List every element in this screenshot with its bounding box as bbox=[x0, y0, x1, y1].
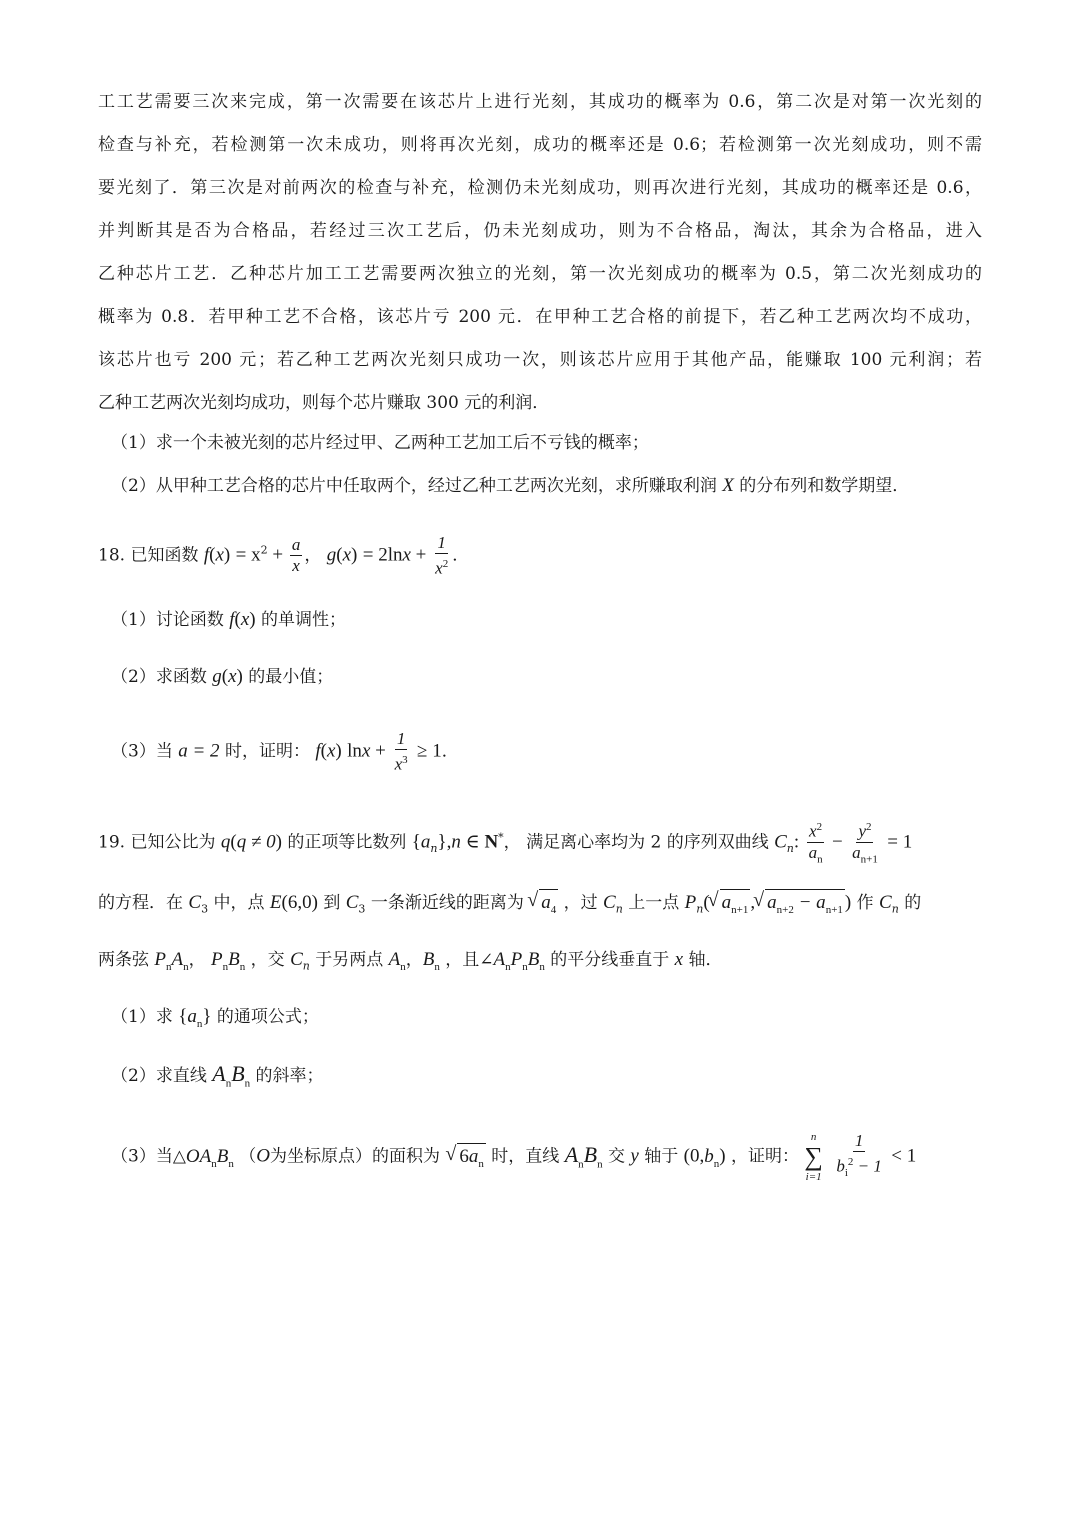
q18-part-3: （3）当 a = 2 时，证明： f(x) lnx + $\frac{1}{x^3}$ ≥ 1． bbox=[111, 729, 459, 774]
q19-part-1: （1）求 $\{a_n\}$ 的通项公式； bbox=[111, 1006, 319, 1030]
q18-part-1: （1）讨论函数 f(x) 的单调性； bbox=[111, 609, 347, 630]
fraction-x2-over-an: $\frac{x^2}{a_n}$ bbox=[807, 818, 825, 868]
q19-part-3: （3）当$\triangle OA_nB_n$ （O为坐标原点）的面积为 √ $6a_n$ 时，直线 $A_nB_n$ 交 y 轴于 $(0,b_n)$ ，证明： n ∑ i=1 $\frac{1}{b_i^2 - 1}$ < 1 bbox=[111, 1130, 916, 1184]
fraction-1-over-x2: $\frac{1}{x^2}$ bbox=[435, 533, 449, 578]
fraction-1-over-x3: $\frac{1}{x^3}$ bbox=[394, 729, 408, 774]
q17-line-2: 检查与补充，若检测第一次未成功，则将再次光刻，成功的概率还是 0.6；若检测第一次光刻成功，则不需 bbox=[98, 135, 982, 155]
fraction-1-over-bi2-minus-1: $\frac{1}{b_i^2 - 1}$ bbox=[836, 1130, 882, 1180]
q19-stem-line-2: 的方程．在 $C_3$ 中，点 E(6,0) 到 $C_3$ 一条渐近线的距离为 √ $a_4$ ，过 $C_n$ 上一点 $P_n(√$ $a_{n+1}$ ,√ $a_{n+2} - a_{n+1}$ ) 作 $C_n$ 的 bbox=[98, 889, 921, 923]
q19-stem-line-1: 19. 已知公比为 q(q ≠ 0) 的正项等比数列 $\{a_n\},n$ ∈ N*， 满足离心率均为 2 的序列双曲线 $C_n$: $\frac{x^2}{a_n}$ − $\frac{y^2}{a_{n+1}}$ = 1 bbox=[98, 818, 912, 868]
summation: n ∑ i=1 bbox=[804, 1131, 823, 1183]
q17-part-1: （1）求一个未被光刻的芯片经过甲、乙两种工艺加工后不亏钱的概率； bbox=[111, 433, 649, 453]
sqrt-a4: √ $a_4$ bbox=[539, 889, 558, 923]
q17-line-8: 乙种工艺两次光刻均成功，则每个芯片赚取 300 元的利润． bbox=[98, 393, 550, 413]
q17-line-7: 该芯片也亏 200 元；若乙种工艺两次光刻只成功一次，则该芯片应用于其他产品，能赚取 100 元利润；若 bbox=[98, 350, 982, 370]
q19-part-2: （2）求直线 $A_nB_n$ 的斜率； bbox=[111, 1061, 324, 1090]
fraction-y2-over-an1: $\frac{y^2}{a_{n+1}}$ bbox=[850, 818, 880, 868]
q18-stem: 18. 已知函数 $f(x) = x^2$ + $\frac{a}{x}$ ， g(x) = 2lnx + $\frac{1}{x^2}$ ． bbox=[98, 533, 470, 578]
q19-stem-line-3: 两条弦 $P_nA_n$， $P_nB_n$ ，交 $C_n$ 于另两点 $A_n$，$B_n$ ，且$\angle A_nP_nB_n$ 的平分线垂直于 x 轴． bbox=[98, 949, 723, 973]
q17-line-6: 概率为 0.8．若甲种工艺不合格，该芯片亏 200 元．在甲种工艺合格的前提下，若乙种工艺两次均不成功， bbox=[98, 307, 982, 327]
q17-part-2: （2）从甲种工艺合格的芯片中任取两个，经过乙种工艺两次光刻，求所赚取利润 X 的分布列和数学期望． bbox=[111, 475, 910, 496]
q18-part-2: （2）求函数 g(x) 的最小值； bbox=[111, 666, 334, 687]
q17-line-4: 并判断其是否为合格品，若经过三次工艺后，仍未光刻成功，则为不合格品，淘汰，其余为合格品，进入 bbox=[98, 221, 982, 241]
q17-line-5: 乙种芯片工艺．乙种芯片加工工艺需要两次独立的光刻，第一次光刻成功的概率为 0.5，第二次光刻成功的 bbox=[98, 264, 982, 284]
q17-line-3: 要光刻了．第三次是对前两次的检查与补充，检测仍未光刻成功，则再次进行光刻，其成功的概率还是 0.6， bbox=[98, 178, 982, 198]
q17-line-1: 工工艺需要三次来完成，第一次需要在该芯片上进行光刻，其成功的概率为 0.6，第二次是对第一次光刻的 bbox=[98, 92, 982, 112]
fraction-a-over-x: $\frac{a}{x}$ bbox=[291, 535, 301, 576]
